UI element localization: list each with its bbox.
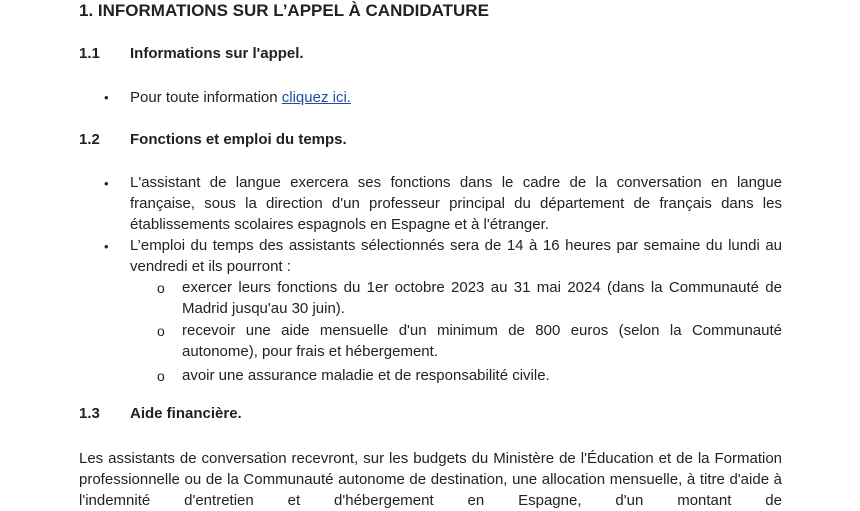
subsection-number: 1.3 <box>79 405 100 422</box>
sub-bullet-marker: o <box>157 280 165 296</box>
subsection-title: Aide financière. <box>130 405 242 422</box>
sub-item-dates: exercer leurs fonctions du 1er octobre 2023 au 31 mai 2024 (dans la Communauté de Madrid jusqu'au 30 juin). <box>182 279 782 317</box>
section-title: 1. INFORMATIONS SUR L’APPEL À CANDIDATURE <box>79 1 489 20</box>
info-text: Pour toute information <box>130 89 282 106</box>
sub-bullet-marker: o <box>157 323 165 339</box>
click-here-link[interactable]: cliquez ici. <box>281 89 351 106</box>
sub-item-insurance: avoir une assurance maladie et de responsabilité civile. <box>182 367 550 384</box>
bullet-marker: • <box>104 239 109 254</box>
financial-aid-paragraph: Les assistants de conversation recevront, sur les budgets du Ministère de l'Éducation et de la Formation professionnelle ou de la Communauté autonome de destination, une allocation mensuelle, à titre d'aide à l'indemnité d'entretien et d'hébergement en Espagne, d'un montant de <box>79 450 782 509</box>
subsection-number: 1.2 <box>79 131 100 148</box>
sub-item-allowance: recevoir une aide mensuelle d'un minimum de 800 euros (selon la Communauté autonome), pour frais et hébergement. <box>182 322 782 360</box>
bullet-marker: • <box>104 176 109 191</box>
subsection-title: Informations sur l'appel. <box>130 45 304 62</box>
sub-bullet-marker: o <box>157 368 165 384</box>
subsection-title: Fonctions et emploi du temps. <box>130 131 347 148</box>
bullet-marker: • <box>104 90 109 105</box>
bullet-schedule: L’emploi du temps des assistants sélectionnés sera de 14 à 16 heures par semaine du lundi au vendredi et ils pourront : <box>130 237 782 275</box>
info-bullet <box>130 87 782 108</box>
bullet-assistant-role: L'assistant de langue exercera ses fonctions dans le cadre de la conversation en langue française, sous la direction d'un professeur principal du département de français dans les établissements scolaires espagnols en Espagne et à l'étranger. <box>130 174 782 233</box>
subsection-number: 1.1 <box>79 45 100 62</box>
